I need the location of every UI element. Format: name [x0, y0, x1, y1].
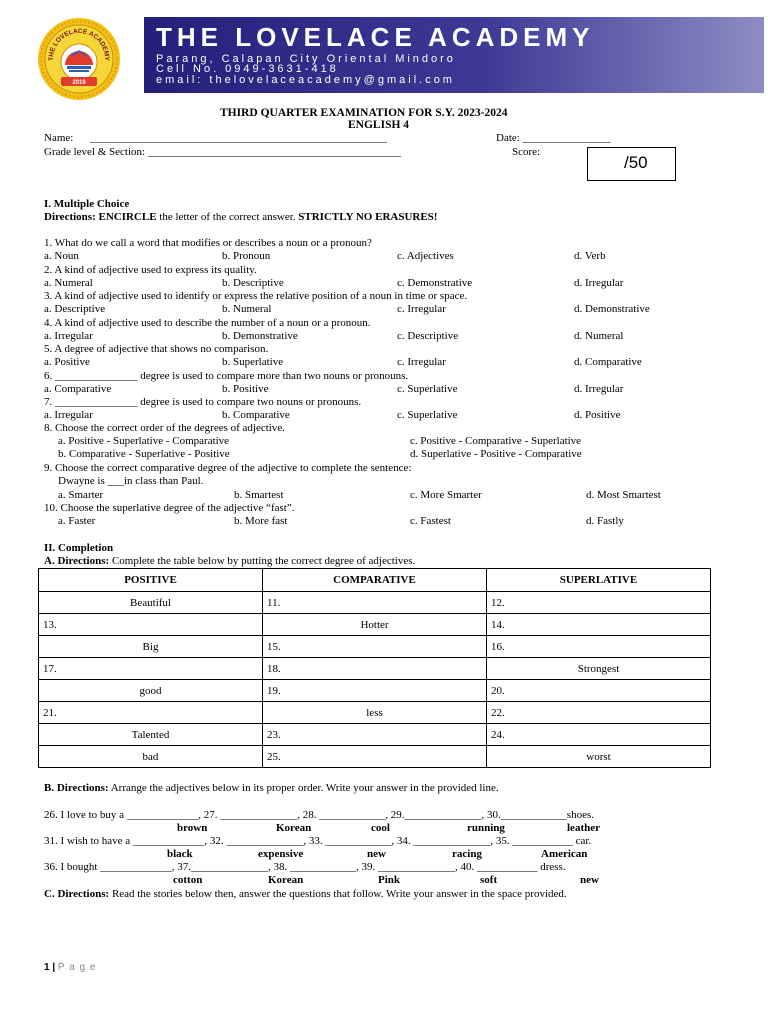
- name-label: Name:: [44, 132, 74, 144]
- school-name: THE LOVELACE ACADEMY: [156, 22, 595, 52]
- choice-6d[interactable]: d. Irregular: [574, 383, 624, 395]
- school-address: Parang, Calapan City Oriental Mindoro: [156, 53, 456, 65]
- table-row: [39, 702, 711, 724]
- directions-c-label: C. Directions:: [44, 888, 110, 900]
- question-3: 3. A kind of adjective used to identify or express the relative position of a noun in time or space.: [44, 290, 468, 302]
- word-korean: Korean: [276, 822, 312, 834]
- choice-6a[interactable]: a. Comparative: [44, 383, 112, 395]
- header-positive: POSITIVE: [39, 569, 263, 592]
- word-new-2: new: [580, 874, 599, 886]
- choice-9a[interactable]: a. Smarter: [58, 489, 104, 501]
- word-racing: racing: [452, 848, 482, 860]
- date-field[interactable]: Date: ________________: [496, 132, 611, 144]
- question-2: 2. A kind of adjective used to express its quality.: [44, 264, 257, 276]
- table-row: [39, 658, 711, 680]
- word-cool: cool: [371, 822, 390, 834]
- question-6: 6. _______________ degree is used to compare more than two nouns or pronouns.: [44, 370, 409, 382]
- choice-9d[interactable]: d. Most Smartest: [586, 489, 661, 501]
- page-footer: [44, 961, 96, 974]
- answer-cell[interactable]: 20.: [487, 680, 711, 702]
- table-row: [39, 614, 711, 636]
- choice-1c[interactable]: c. Adjectives: [397, 250, 454, 262]
- directions-text: the letter of the correct answer.: [156, 211, 299, 223]
- directions-c-text: Read the stories below then, answer the questions that follow. Write your answer in the space provided.: [109, 888, 567, 900]
- table-cell: Beautiful: [39, 592, 263, 614]
- page-number: 1: [44, 962, 50, 973]
- school-cell: Cell No. 0949-3631-418: [156, 63, 339, 75]
- exam-title: THIRD QUARTER EXAMINATION FOR S.Y. 2023-2024: [220, 107, 508, 119]
- choice-4a[interactable]: a. Irregular: [44, 330, 93, 342]
- school-email: email: thelovelaceacademy@gmail.com: [156, 74, 455, 86]
- word-korean-2: Korean: [268, 874, 304, 886]
- directions-label: Directions:: [44, 211, 96, 223]
- answer-cell[interactable]: 19.: [263, 680, 487, 702]
- answer-cell[interactable]: 23.: [263, 724, 487, 746]
- choice-2c[interactable]: c. Demonstrative: [397, 277, 473, 289]
- choice-7d[interactable]: d. Positive: [574, 409, 621, 421]
- exam-subject: ENGLISH 4: [348, 119, 410, 131]
- header-divider: [140, 17, 144, 93]
- choice-9b[interactable]: b. Smartest: [234, 489, 284, 501]
- grade-section-field[interactable]: Grade level & Section: ______________________________________________: [44, 146, 401, 158]
- word-pink: Pink: [378, 874, 401, 886]
- question-1: 1. What do we call a word that modifies or describes a noun or a pronoun?: [44, 237, 372, 249]
- word-running: running: [467, 822, 505, 834]
- answer-cell[interactable]: 16.: [487, 636, 711, 658]
- part2-heading: II. Completion: [44, 542, 114, 554]
- choice-5d[interactable]: d. Comparative: [574, 356, 642, 368]
- score-total: /50: [624, 153, 648, 172]
- question-10: 10. Choose the superlative degree of the adjective “fast”.: [44, 502, 295, 514]
- directions-encircle: ENCIRCLE: [98, 211, 157, 223]
- choice-7a[interactable]: a. Irregular: [44, 409, 93, 421]
- answer-cell[interactable]: 18.: [263, 658, 487, 680]
- choice-3a[interactable]: a. Descriptive: [44, 303, 106, 315]
- word-new: new: [367, 848, 386, 860]
- table-cell: less: [263, 702, 487, 724]
- score-label: Score:: [512, 146, 541, 158]
- header-comparative: COMPARATIVE: [263, 569, 487, 592]
- table-cell: good: [39, 680, 263, 702]
- question-7: 7. _______________ degree is used to compare two nouns or pronouns.: [44, 396, 362, 408]
- part1-heading: I. Multiple Choice: [44, 198, 130, 210]
- word-black: black: [167, 848, 193, 860]
- choice-5c[interactable]: c. Irregular: [397, 356, 446, 368]
- choice-5b[interactable]: b. Superlative: [222, 356, 284, 368]
- choice-7b[interactable]: b. Comparative: [222, 409, 290, 421]
- table-row: [39, 592, 711, 614]
- choice-4b[interactable]: b. Demonstrative: [222, 330, 298, 342]
- directions-a-label: A. Directions:: [44, 555, 110, 567]
- part2c-directions: [44, 888, 567, 901]
- word-soft: soft: [480, 874, 498, 886]
- table-cell: worst: [487, 746, 711, 768]
- page-separator: |: [49, 962, 58, 973]
- choice-2b[interactable]: b. Descriptive: [222, 277, 284, 289]
- table-cell: Talented: [39, 724, 263, 746]
- choice-8b[interactable]: b. Comparative - Superlative - Positive: [58, 448, 230, 460]
- choice-10d[interactable]: d. Fastly: [586, 515, 624, 527]
- choice-9c[interactable]: c. More Smarter: [410, 489, 482, 501]
- choice-10c[interactable]: c. Fastest: [410, 515, 451, 527]
- choice-8a[interactable]: a. Positive - Superlative - Comparative: [58, 435, 230, 447]
- answer-cell[interactable]: 21.: [39, 702, 263, 724]
- directions-b-label: B. Directions:: [44, 782, 109, 794]
- table-header-row: [39, 569, 711, 592]
- table-cell: Hotter: [263, 614, 487, 636]
- sentence-26[interactable]: 26. I love to buy a _____________, 27. ______________, 28. ____________, 29.______________, 30.____________shoes.: [44, 809, 594, 821]
- choice-2a[interactable]: a. Numeral: [44, 277, 93, 289]
- table-cell: Strongest: [487, 658, 711, 680]
- answer-cell[interactable]: 15.: [263, 636, 487, 658]
- logo-year: 2019: [72, 80, 86, 86]
- choice-3d[interactable]: d. Demonstrative: [574, 303, 650, 315]
- choice-6b[interactable]: b. Positive: [222, 383, 269, 395]
- answer-cell[interactable]: 24.: [487, 724, 711, 746]
- answer-cell[interactable]: 25.: [263, 746, 487, 768]
- name-field[interactable]: ______________________________________________________: [90, 132, 387, 144]
- word-expensive: expensive: [258, 848, 304, 860]
- question-9-sentence: Dwayne is ___in class than Paul.: [58, 475, 204, 487]
- adjective-degree-table: [38, 568, 711, 768]
- choice-8c[interactable]: c. Positive - Comparative - Superlative: [410, 435, 582, 447]
- word-leather: leather: [567, 822, 600, 834]
- choice-1b[interactable]: b. Pronoun: [222, 250, 271, 262]
- table-row: [39, 746, 711, 768]
- table-row: [39, 680, 711, 702]
- choice-4d[interactable]: d. Numeral: [574, 330, 624, 342]
- question-5: 5. A degree of adjective that shows no comparison.: [44, 343, 269, 355]
- table-cell: Big: [39, 636, 263, 658]
- choice-1a[interactable]: a. Noun: [44, 250, 79, 262]
- choice-10b[interactable]: b. More fast: [234, 515, 288, 527]
- choice-3b[interactable]: b. Numeral: [222, 303, 272, 315]
- header-superlative: SUPERLATIVE: [487, 569, 711, 592]
- choice-4c[interactable]: c. Descriptive: [397, 330, 459, 342]
- answer-cell[interactable]: 14.: [487, 614, 711, 636]
- answer-cell[interactable]: 11.: [263, 592, 487, 614]
- part2b-directions: [44, 782, 499, 795]
- choice-3c[interactable]: c. Irregular: [397, 303, 446, 315]
- word-brown: brown: [177, 822, 208, 834]
- choice-10a[interactable]: a. Faster: [58, 515, 96, 527]
- school-logo: [37, 17, 121, 101]
- choice-5a[interactable]: a. Positive: [44, 356, 90, 368]
- word-american: American: [541, 848, 588, 860]
- directions-b-text: Arrange the adjectives below in its proper order. Write your answer in the provided line.: [108, 782, 499, 794]
- answer-cell[interactable]: 22.: [487, 702, 711, 724]
- part2a-directions: [44, 555, 415, 568]
- table-cell: bad: [39, 746, 263, 768]
- choice-6c[interactable]: c. Superlative: [397, 383, 458, 395]
- choice-2d[interactable]: d. Irregular: [574, 277, 624, 289]
- table-row: [39, 636, 711, 658]
- directions-strict: STRICTLY NO ERASURES!: [298, 211, 438, 223]
- choice-8d[interactable]: d. Superlative - Positive - Comparative: [410, 448, 582, 460]
- answer-cell[interactable]: 13.: [39, 614, 263, 636]
- question-4: 4. A kind of adjective used to describe the number of a noun or a pronoun.: [44, 317, 371, 329]
- question-8: 8. Choose the correct order of the degrees of adjective.: [44, 422, 285, 434]
- question-9: 9. Choose the correct comparative degree of the adjective to complete the sentence:: [44, 462, 412, 474]
- part1-directions: [44, 211, 437, 224]
- answer-cell[interactable]: 12.: [487, 592, 711, 614]
- answer-cell[interactable]: 17.: [39, 658, 263, 680]
- sentence-31[interactable]: 31. I wish to have a _____________, 32. ______________, 33. ____________, 34. ______________, 35. ___________ car.: [44, 835, 592, 847]
- directions-a-text: Complete the table below by putting the correct degree of adjectives.: [109, 555, 416, 567]
- choice-1d[interactable]: d. Verb: [574, 250, 606, 262]
- word-cotton: cotton: [173, 874, 203, 886]
- table-row: [39, 724, 711, 746]
- choice-7c[interactable]: c. Superlative: [397, 409, 458, 421]
- logo-arc-text: THE LOVELACE ACADEMY: [47, 27, 111, 61]
- page-word: P a g e: [57, 962, 97, 973]
- sentence-36[interactable]: 36. I bought _____________, 37.______________, 38. ____________, 39. ______________, 40. ___________ dress.: [44, 861, 566, 873]
